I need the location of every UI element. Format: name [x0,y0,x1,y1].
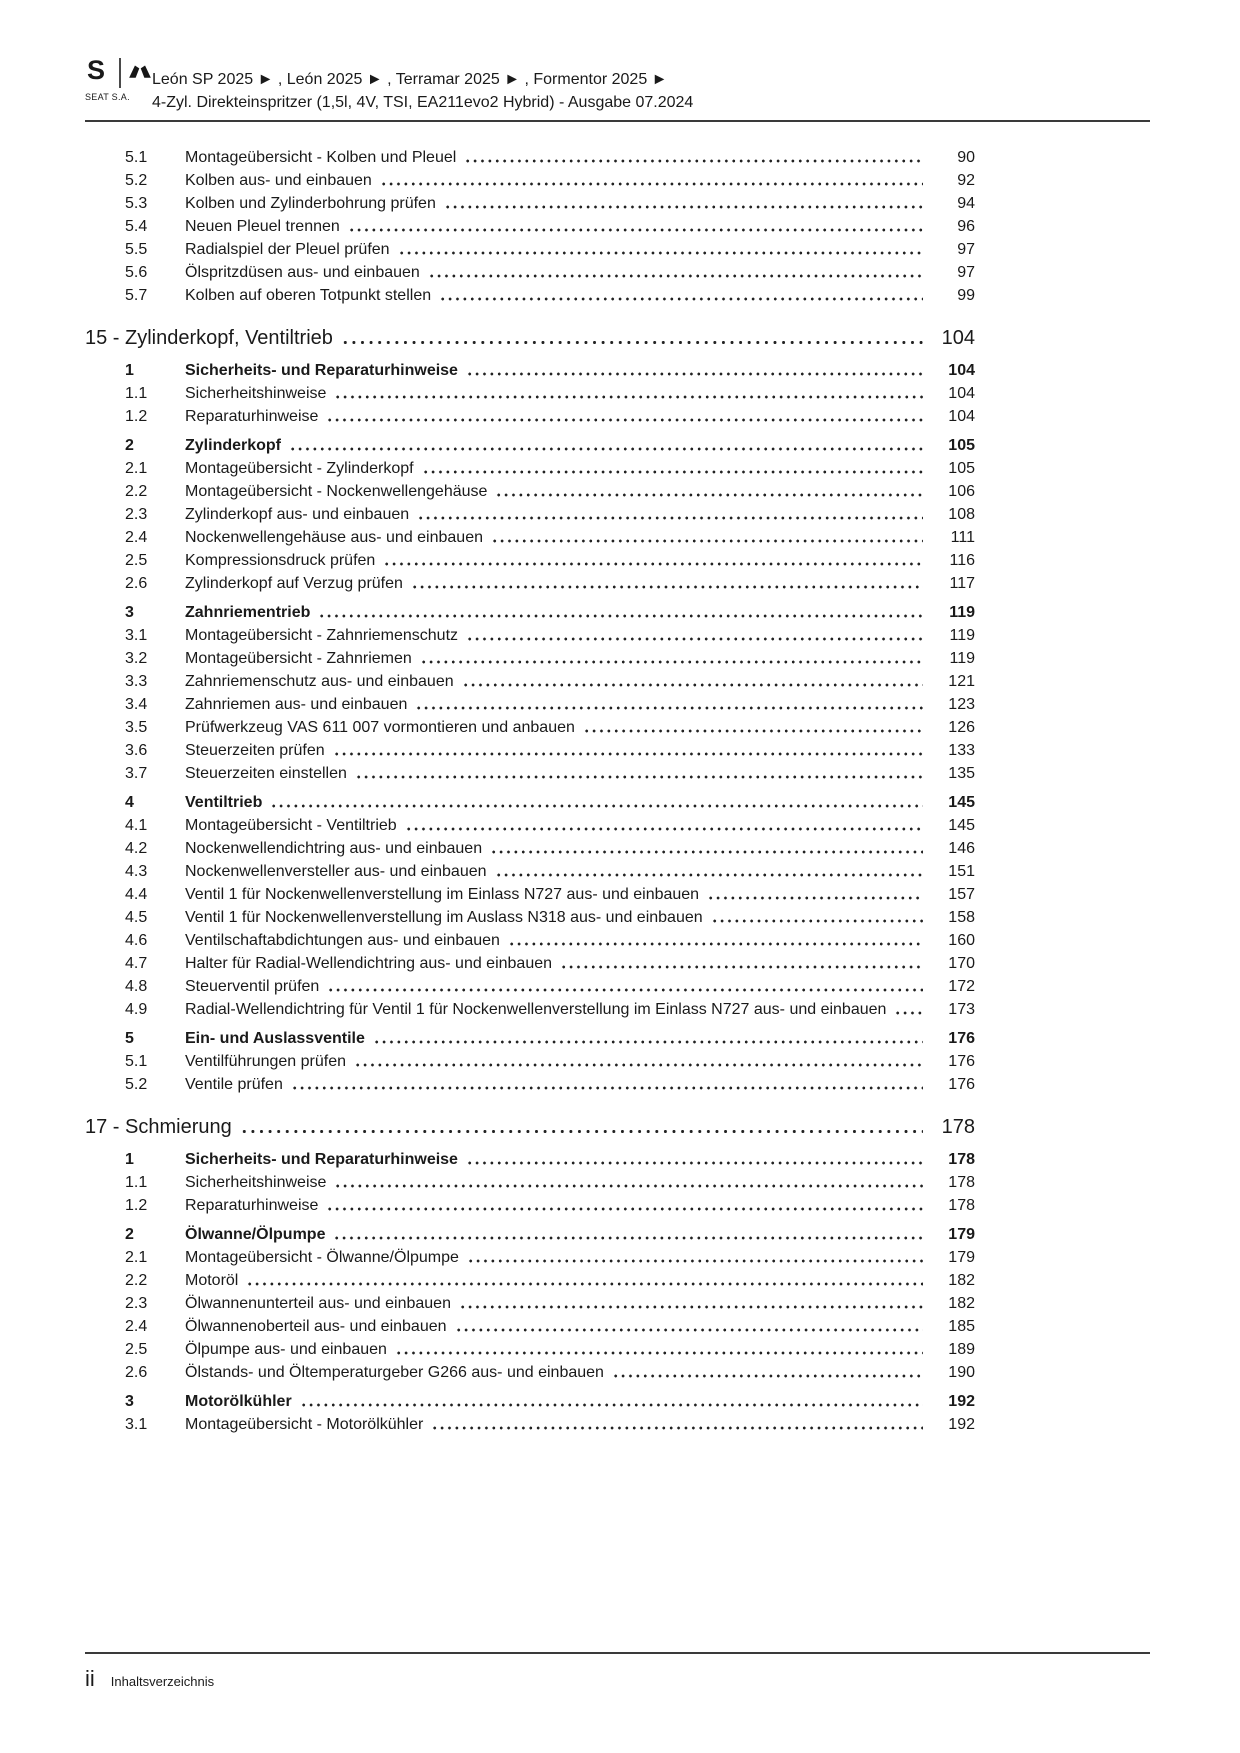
dot-leader [383,560,923,568]
toc-sub-row [85,503,975,526]
toc-sub-row [85,1361,975,1384]
toc-entry-page-number: 145 [948,817,975,834]
toc-entry-title: Zahnriemen aus- und einbauen [185,696,408,713]
toc-entry-page-number: 182 [948,1295,975,1312]
toc-entry-number: 3.1 [125,627,148,644]
toc-entry-title: Montageübersicht - Ventiltrieb [185,817,397,834]
toc-entry-number: 3.1 [125,1416,148,1433]
dot-leader [490,848,923,856]
toc-entry-title: Kolben aus- und einbauen [185,172,372,189]
dot-leader [422,468,923,476]
toc-entry-title: Zahnriementrieb [185,604,311,621]
toc-entry-title: 15 - Zylinderkopf, Ventiltrieb [85,327,333,349]
header-subtitle-line: 4-Zyl. Direkteinspritzer (1,5l, 4V, TSI, EA211evo2 Hybrid) - Ausgabe 07.2024 [152,94,694,111]
toc-sub-row [85,883,975,906]
toc-entry-page-number: 182 [948,1272,975,1289]
toc-entry-number: 2.4 [125,1318,148,1335]
toc-entry-page-number: 189 [948,1341,975,1358]
toc-entry-title: Neuen Pleuel trennen [185,218,340,235]
toc-entry-page-number: 108 [948,506,975,523]
toc-sub-row [85,716,975,739]
toc-entry-title: Montageübersicht - Motorölkühler [185,1416,424,1433]
dot-leader [459,1303,923,1311]
toc-section-row [85,1148,975,1171]
toc-entry-page-number: 133 [948,742,975,759]
dot-leader [333,750,923,758]
toc-entry-number: 4.8 [125,978,148,995]
toc-entry-number: 2.2 [125,483,148,500]
toc-entry-title: Ölwannenoberteil aus- und einbauen [185,1318,447,1335]
toc-entry-page-number: 104 [948,408,975,425]
toc-entry-page-number: 172 [948,978,975,995]
toc-entry-page-number: 135 [948,765,975,782]
toc-entry-number: 4.7 [125,955,148,972]
toc-sub-row [85,405,975,428]
toc-sub-row [85,1292,975,1315]
toc-sub-row [85,238,975,261]
seat-logo-icon: S [87,55,105,85]
toc-sub-row [85,952,975,975]
toc-entry-page-number: 96 [957,218,975,235]
dot-leader [333,1234,923,1242]
toc-entry-title: Montageübersicht - Zahnriemenschutz [185,627,459,644]
toc-entry-number: 2.1 [125,1249,148,1266]
toc-sub-row [85,670,975,693]
toc-entry-title: Ein- und Auslassventile [185,1030,365,1047]
dot-leader [246,1280,923,1288]
toc-sub-row [85,837,975,860]
toc-sub-row [85,906,975,929]
toc-entry-page-number: 126 [948,719,975,736]
toc-entry-title: Zylinderkopf auf Verzug prüfen [185,575,403,592]
toc-entry-page-number: 92 [957,172,975,189]
dot-leader [431,1424,923,1432]
dot-leader [355,773,923,781]
dot-leader [373,1038,923,1046]
toc-entry-page-number: 160 [948,932,975,949]
toc-entry-number: 2 [125,1226,134,1243]
toc-entry-page-number: 151 [948,863,975,880]
toc-sub-row [85,739,975,762]
toc-entry-number: 4.5 [125,909,148,926]
dot-leader [291,1084,923,1092]
toc-entry-page-number: 145 [948,794,975,811]
toc-entry-number: 2.6 [125,1364,148,1381]
dot-leader [439,295,923,303]
toc-entry-title: Zylinderkopf aus- und einbauen [185,506,410,523]
toc-entry-title: Ventilschaftabdichtungen aus- und einbauen [185,932,500,949]
toc-entry-number: 5.2 [125,1076,148,1093]
dot-leader [411,583,923,591]
toc-sub-row [85,1073,975,1096]
dot-leader [560,963,923,971]
dot-leader [289,445,923,453]
table-of-contents [85,146,975,1436]
toc-entry-title: Ölstands- und Öltemperaturgeber G266 aus- und einbauen [185,1364,604,1381]
toc-entry-page-number: 176 [948,1053,975,1070]
toc-entry-number: 2 [125,437,134,454]
toc-entry-page-number: 121 [948,673,975,690]
toc-sub-row [85,1269,975,1292]
toc-entry-page-number: 104 [948,362,975,379]
toc-entry-title: Steuerventil prüfen [185,978,320,995]
dot-leader [711,917,923,925]
dot-leader [467,1257,923,1265]
toc-entry-page-number: 158 [948,909,975,926]
toc-entry-title: 17 - Schmierung [85,1116,232,1138]
dot-leader [491,537,923,545]
toc-sub-row [85,975,975,998]
toc-sub-row [85,693,975,716]
toc-entry-page-number: 104 [948,385,975,402]
toc-entry-page-number: 119 [949,604,975,621]
toc-sub-row [85,215,975,238]
toc-entry-title: Ventil 1 für Nockenwellenverstellung im Auslass N318 aus- und einbauen [185,909,703,926]
toc-entry-title: Montageübersicht - Zylinderkopf [185,460,414,477]
toc-entry-page-number: 119 [949,627,975,644]
toc-entry-number: 3.6 [125,742,148,759]
toc-section-row [85,791,975,814]
toc-entry-page-number: 192 [948,1393,975,1410]
toc-entry-number: 5.2 [125,172,148,189]
toc-entry-title: Nockenwellengehäuse aus- und einbauen [185,529,483,546]
dot-leader [462,681,923,689]
dot-leader [508,940,923,948]
toc-entry-title: Ventile prüfen [185,1076,283,1093]
dot-leader [341,338,923,347]
toc-sub-row [85,146,975,169]
dot-leader [240,1127,923,1136]
dot-leader [612,1372,923,1380]
toc-entry-title: Motoröl [185,1272,239,1289]
toc-sub-row [85,382,975,405]
toc-entry-title: Nockenwellenversteller aus- und einbauen [185,863,487,880]
toc-entry-page-number: 111 [950,529,975,546]
dot-leader [466,635,923,643]
toc-section-row [85,1027,975,1050]
toc-entry-number: 5.5 [125,241,148,258]
toc-entry-title: Kolben auf oberen Totpunkt stellen [185,287,432,304]
toc-sub-row [85,647,975,670]
toc-entry-title: Reparaturhinweise [185,408,319,425]
header-rule [85,120,1150,122]
toc-entry-number: 3.3 [125,673,148,690]
dot-leader [327,986,923,994]
toc-entry-number: 2.5 [125,1341,148,1358]
toc-entry-number: 1.1 [125,385,148,402]
toc-entry-page-number: 105 [948,460,975,477]
toc-entry-number: 5 [125,1030,134,1047]
dot-leader [417,514,923,522]
toc-entry-page-number: 104 [941,327,975,349]
toc-entry-number: 4 [125,794,134,811]
dot-leader [398,249,923,257]
toc-entry-title: Montageübersicht - Nockenwellengehäuse [185,483,488,500]
header-text-block [152,68,693,114]
toc-entry-title: Montageübersicht - Kolben und Pleuel [185,149,457,166]
toc-entry-title: Steuerzeiten prüfen [185,742,325,759]
toc-entry-number: 4.3 [125,863,148,880]
dot-leader [466,1159,923,1167]
toc-entry-page-number: 185 [948,1318,975,1335]
toc-sub-row [85,572,975,595]
toc-sub-row [85,169,975,192]
dot-leader [464,157,923,165]
cupra-logo-icon [127,62,153,82]
toc-entry-page-number: 178 [948,1151,975,1168]
toc-sub-row [85,762,975,785]
toc-section-row [85,1223,975,1246]
dot-leader [318,612,923,620]
toc-entry-number: 1.2 [125,408,148,425]
dot-leader [270,802,923,810]
toc-entry-title: Prüfwerkzeug VAS 611 007 vormontieren und anbauen [185,719,575,736]
toc-entry-page-number: 176 [948,1076,975,1093]
dot-leader [466,370,923,378]
toc-entry-title: Kompressionsdruck prüfen [185,552,376,569]
toc-entry-title: Montageübersicht - Ölwanne/Ölpumpe [185,1249,459,1266]
toc-entry-number: 3.2 [125,650,148,667]
dot-leader [348,226,923,234]
toc-entry-title: Ölspritzdüsen aus- und einbauen [185,264,420,281]
dot-leader [326,1205,923,1213]
toc-entry-title: Sicherheits- und Reparaturhinweise [185,362,458,379]
toc-entry-page-number: 94 [957,195,975,212]
toc-entry-number: 1.1 [125,1174,148,1191]
toc-entry-number: 5.3 [125,195,148,212]
dot-leader [415,704,923,712]
toc-entry-number: 1.2 [125,1197,148,1214]
header-models-line: León SP 2025 ► , León 2025 ► , Terramar 2025 ► , Formentor 2025 ► [152,71,668,88]
dot-leader [495,871,923,879]
toc-entry-page-number: 117 [949,575,975,592]
toc-entry-page-number: 90 [957,149,975,166]
logo-divider [119,58,121,88]
toc-entry-title: Steuerzeiten einstellen [185,765,347,782]
dot-leader [300,1401,923,1409]
toc-entry-page-number: 179 [948,1249,975,1266]
toc-entry-number: 3 [125,1393,134,1410]
toc-sub-row [85,1246,975,1269]
dot-leader [428,272,923,280]
toc-entry-title: Radial-Wellendichtring für Ventil 1 für Nockenwellenverstellung im Einlass N727 aus- und einbauen [185,1001,887,1018]
toc-entry-page-number: 173 [948,1001,975,1018]
toc-entry-page-number: 178 [948,1174,975,1191]
toc-entry-page-number: 146 [948,840,975,857]
toc-sub-row [85,1413,975,1436]
dot-leader [334,393,923,401]
toc-entry-number: 1 [125,362,134,379]
toc-entry-number: 2.6 [125,575,148,592]
toc-sub-row [85,624,975,647]
toc-sub-row [85,192,975,215]
toc-entry-title: Montageübersicht - Zahnriemen [185,650,412,667]
toc-entry-title: Reparaturhinweise [185,1197,319,1214]
dot-leader [894,1009,923,1017]
toc-entry-page-number: 192 [948,1416,975,1433]
page-footer [85,1666,214,1692]
toc-entry-page-number: 178 [941,1116,975,1138]
toc-entry-number: 3.5 [125,719,148,736]
toc-entry-page-number: 178 [948,1197,975,1214]
toc-entry-page-number: 123 [948,696,975,713]
toc-entry-page-number: 105 [948,437,975,454]
toc-entry-title: Ölwanne/Ölpumpe [185,1226,326,1243]
toc-entry-number: 3 [125,604,134,621]
toc-entry-page-number: 170 [948,955,975,972]
toc-entry-title: Sicherheitshinweise [185,1174,327,1191]
dot-leader [495,491,923,499]
toc-sub-row [85,814,975,837]
toc-entry-title: Halter für Radial-Wellendichtring aus- und einbauen [185,955,553,972]
toc-entry-page-number: 116 [949,552,975,569]
toc-entry-title: Kolben und Zylinderbohrung prüfen [185,195,436,212]
toc-entry-title: Zylinderkopf [185,437,282,454]
toc-entry-number: 4.6 [125,932,148,949]
page-header [85,56,1150,122]
toc-entry-number: 5.6 [125,264,148,281]
toc-entry-title: Ventiltrieb [185,794,263,811]
toc-sub-row [85,929,975,952]
dot-leader [334,1182,923,1190]
toc-sub-row [85,480,975,503]
dot-leader [455,1326,923,1334]
toc-entry-number: 4.9 [125,1001,148,1018]
footer-rule [85,1652,1150,1654]
toc-entry-title: Ventil 1 für Nockenwellenverstellung im Einlass N727 aus- und einbauen [185,886,700,903]
toc-sub-row [85,549,975,572]
dot-leader [326,416,923,424]
toc-sub-row [85,1194,975,1217]
toc-sub-row [85,1338,975,1361]
toc-sub-row [85,261,975,284]
toc-sub-row [85,457,975,480]
toc-section-row [85,1390,975,1413]
brand-name: SEAT S.A. [85,92,130,102]
dot-leader [583,727,923,735]
dot-leader [444,203,923,211]
toc-entry-page-number: 179 [948,1226,975,1243]
toc-entry-title: Sicherheitshinweise [185,385,327,402]
toc-entry-page-number: 190 [948,1364,975,1381]
dot-leader [354,1061,923,1069]
toc-entry-number: 5.1 [125,149,148,166]
toc-entry-number: 2.4 [125,529,148,546]
footer-label: Inhaltsverzeichnis [110,1674,215,1689]
toc-entry-page-number: 119 [949,650,975,667]
toc-entry-title: Ventilführungen prüfen [185,1053,347,1070]
dot-leader [405,825,923,833]
toc-entry-number: 4.1 [125,817,148,834]
toc-sub-row [85,526,975,549]
toc-entry-page-number: 99 [957,287,975,304]
toc-chapter-row [85,325,975,352]
toc-entry-page-number: 157 [948,886,975,903]
toc-section-row [85,601,975,624]
toc-entry-number: 3.4 [125,696,148,713]
toc-entry-number: 5.7 [125,287,148,304]
toc-section-row [85,434,975,457]
toc-sub-row [85,860,975,883]
toc-entry-title: Ölpumpe aus- und einbauen [185,1341,387,1358]
footer-page-number: ii [85,1666,95,1691]
dot-leader [420,658,923,666]
toc-entry-number: 2.3 [125,1295,148,1312]
toc-sub-row [85,1315,975,1338]
toc-entry-number: 2.1 [125,460,148,477]
toc-entry-title: Radialspiel der Pleuel prüfen [185,241,390,258]
toc-entry-page-number: 176 [948,1030,975,1047]
toc-entry-number: 2.2 [125,1272,148,1289]
toc-entry-number: 5.4 [125,218,148,235]
toc-entry-title: Nockenwellendichtring aus- und einbauen [185,840,483,857]
toc-sub-row [85,1171,975,1194]
toc-entry-title: Sicherheits- und Reparaturhinweise [185,1151,458,1168]
toc-entry-page-number: 106 [948,483,975,500]
toc-entry-number: 2.5 [125,552,148,569]
toc-entry-title: Ölwannenunterteil aus- und einbauen [185,1295,451,1312]
toc-chapter-row [85,1114,975,1141]
toc-sub-row [85,998,975,1021]
toc-entry-number: 2.3 [125,506,148,523]
toc-entry-page-number: 97 [957,264,975,281]
toc-entry-number: 4.2 [125,840,148,857]
toc-sub-row [85,1050,975,1073]
toc-entry-page-number: 97 [957,241,975,258]
toc-entry-number: 1 [125,1151,134,1168]
toc-entry-number: 3.7 [125,765,148,782]
toc-entry-number: 4.4 [125,886,148,903]
toc-sub-row [85,284,975,307]
toc-entry-title: Zahnriemenschutz aus- und einbauen [185,673,454,690]
toc-entry-number: 5.1 [125,1053,148,1070]
dot-leader [707,894,923,902]
toc-entry-title: Motorölkühler [185,1393,292,1410]
toc-section-row [85,359,975,382]
dot-leader [380,180,923,188]
dot-leader [395,1349,923,1357]
